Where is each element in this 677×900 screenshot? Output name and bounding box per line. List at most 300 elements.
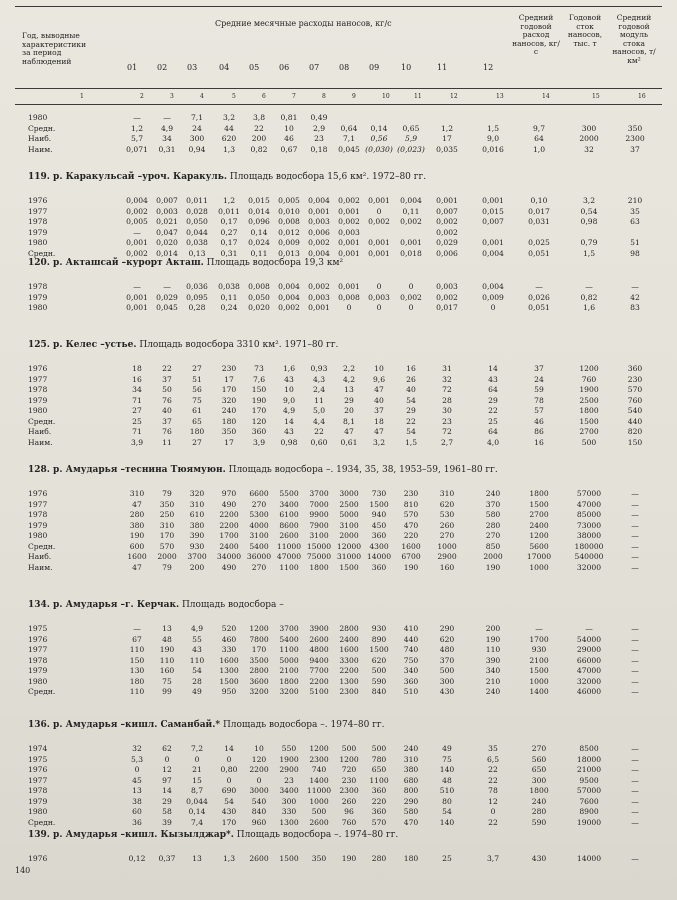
table-cell: 78 (488, 786, 498, 795)
table-cell: 0,001 (368, 196, 390, 205)
table-cell: 2200 (249, 765, 269, 774)
table-cell: 1,3 (222, 144, 236, 154)
table-cell: 4000 (249, 520, 269, 530)
table-cell: — (631, 687, 639, 696)
table-cell: 22 (162, 364, 172, 373)
table-cell: 37 (374, 406, 384, 415)
table-cell: 2400 (339, 634, 359, 644)
table-row (0, 396, 677, 406)
table-cell: 1,2 (440, 123, 454, 133)
row-label: 1974 (28, 744, 48, 753)
table-cell: 0,014 (156, 248, 178, 258)
table-cell: 360 (371, 562, 387, 572)
table-cell: 3,2 (372, 437, 386, 447)
table-cell: — (631, 854, 639, 863)
table-cell: 0,003 (308, 217, 330, 226)
table-cell: 560 (531, 754, 547, 764)
table-cell: 0,006 (436, 248, 458, 258)
table-cell: 18 (132, 364, 142, 373)
station-name: 134. р. Амударья –г. Керчак. (28, 600, 180, 610)
table-cell: 380 (403, 765, 419, 774)
table-cell: 180 (189, 427, 205, 436)
table-cell: 96 (344, 807, 354, 816)
table-cell: 230 (627, 374, 643, 384)
table-cell: 22 (488, 775, 498, 785)
table-cell: 49 (442, 744, 452, 753)
row-label: Средн. (28, 123, 56, 133)
table-cell: 61 (192, 406, 202, 415)
table-cell: 0,002 (308, 282, 330, 291)
table-cell: 73 (254, 364, 264, 373)
table-cell: 170 (159, 531, 175, 540)
column-number: 1 (80, 93, 84, 100)
table-cell: 0,008 (248, 282, 270, 291)
table-cell: 0 (376, 303, 382, 312)
table-cell: 1800 (279, 676, 299, 686)
table-cell: 54 (442, 807, 452, 816)
table-cell: 0,025 (528, 238, 550, 247)
row-label: 1978 (28, 385, 48, 394)
table-cell: 0,49 (310, 113, 328, 122)
table-row (0, 786, 677, 796)
table-cell: 19000 (576, 817, 602, 827)
table-cell: 280 (531, 807, 547, 816)
table-cell: 72 (442, 427, 452, 436)
table-row (0, 500, 677, 510)
table-cell: 0,001 (338, 238, 360, 247)
table-cell: 0,18 (310, 144, 328, 154)
table-cell: 2300 (339, 786, 359, 795)
table-cell: 0,82 (250, 144, 268, 154)
table-row (0, 624, 677, 634)
table-cell: 9400 (309, 655, 329, 665)
table-cell: 47 (132, 562, 142, 572)
table-cell: 190 (251, 395, 267, 405)
station-name: 136. р. Амударья –кишл. Саманбай.* (28, 720, 221, 730)
table-cell: 36000 (246, 552, 272, 561)
table-cell: 730 (371, 489, 387, 498)
table-cell: 970 (221, 489, 237, 498)
table-row (0, 807, 677, 817)
table-cell: 540 (251, 796, 267, 806)
table-cell: 0,31 (220, 248, 238, 258)
annual-runoff-header: Годовой сток наносов, тыс. т (567, 13, 603, 48)
table-cell: 260 (341, 796, 357, 806)
table-cell: 2600 (249, 854, 269, 863)
table-cell: 190 (341, 854, 357, 863)
table-cell: — (585, 282, 593, 291)
table-cell: 57000 (576, 786, 602, 795)
table-row (0, 375, 677, 385)
table-cell: 37 (162, 416, 172, 426)
table-cell: 25 (442, 854, 452, 863)
table-cell: 1500 (369, 499, 389, 509)
table-cell: 0,001 (338, 248, 360, 258)
table-cell: 260 (439, 520, 455, 530)
table-cell: 18000 (576, 754, 602, 764)
station-title (28, 172, 426, 182)
table-row (0, 249, 677, 259)
table-cell: 6,5 (486, 754, 500, 764)
row-label: Средн. (28, 248, 56, 258)
table-cell: 47000 (276, 552, 302, 561)
table-cell: 430 (439, 687, 455, 696)
table-cell: 10 (284, 385, 294, 394)
table-cell: 930 (189, 541, 205, 551)
table-cell: 0 (490, 807, 496, 816)
table-cell: 580 (403, 807, 419, 816)
table-cell: 5000 (339, 510, 359, 519)
table-cell: 71 (132, 395, 142, 405)
table-cell: — (631, 744, 639, 753)
table-cell: 720 (341, 765, 357, 774)
row-label: 1980 (28, 303, 48, 312)
table-row (0, 510, 677, 520)
table-cell: 44 (224, 123, 234, 133)
table-cell: 23 (314, 134, 324, 143)
table-cell: 150 (251, 385, 267, 394)
table-cell: 1000 (437, 541, 457, 551)
station-title (28, 465, 498, 475)
month-header: 10 (401, 63, 412, 72)
table-cell: 1700 (529, 634, 549, 644)
table-cell: 3000 (249, 786, 269, 795)
table-cell: 1100 (279, 645, 299, 654)
table-cell: 1800 (579, 406, 599, 415)
table-cell: 150 (627, 437, 643, 447)
table-cell: 330 (221, 645, 237, 654)
table-cell: 0,10 (530, 196, 548, 205)
table-cell: 500 (341, 744, 357, 753)
table-cell: 130 (129, 666, 145, 675)
table-row (0, 687, 677, 697)
table-cell: 190 (159, 645, 175, 654)
table-cell: 370 (485, 499, 501, 509)
table-cell: 15 (192, 775, 202, 785)
table-cell: 2,4 (312, 385, 326, 394)
table-cell: 2000 (579, 134, 599, 143)
table-cell: 72 (442, 385, 452, 394)
table-cell: 310 (403, 754, 419, 764)
station-name: 125. р. Келес –устье. (28, 340, 137, 350)
table-cell: 7800 (249, 634, 269, 644)
table-cell: 0,015 (248, 196, 270, 205)
table-cell: 13 (162, 624, 172, 633)
table-cell: 34000 (216, 552, 242, 561)
table-cell: 0,028 (186, 206, 208, 216)
table-cell: 45 (132, 775, 142, 785)
table-cell: 1100 (279, 562, 299, 572)
table-cell: 2600 (309, 817, 329, 827)
table-cell: 0,27 (220, 227, 238, 237)
table-cell: 1300 (279, 817, 299, 827)
table-cell: 590 (371, 676, 387, 686)
table-cell: 0,021 (156, 217, 178, 226)
table-cell: 240 (221, 406, 237, 415)
table-cell: 540000 (574, 552, 604, 561)
table-cell: 1400 (529, 687, 549, 696)
table-cell: 6100 (279, 510, 299, 519)
table-cell: 0,004 (308, 248, 330, 258)
table-cell: 1000 (309, 796, 329, 806)
table-cell: 360 (371, 807, 387, 816)
table-cell: 31 (442, 364, 452, 373)
table-row (0, 427, 677, 437)
table-cell: 0,029 (436, 238, 458, 247)
table-cell: 350 (159, 499, 175, 509)
row-label: 1980 (28, 807, 48, 816)
table-cell: 14000 (576, 854, 602, 863)
table-row (0, 635, 677, 645)
table-cell: 0,001 (400, 238, 422, 247)
table-cell: 0,56 (370, 134, 388, 143)
column-number: 9 (352, 93, 356, 100)
table-cell: 350 (311, 854, 327, 863)
table-cell: — (631, 499, 639, 509)
table-cell: 0,016 (482, 144, 504, 154)
month-header: 03 (187, 63, 198, 72)
row-label: 1978 (28, 655, 48, 665)
row-label: 1976 (28, 634, 48, 644)
table-cell: 3300 (339, 655, 359, 665)
table-cell: 2700 (529, 510, 549, 519)
annual-mean-header: Средний годовой расход наносов, кг/с (512, 13, 560, 56)
row-label: 1976 (28, 489, 48, 498)
table-row (0, 563, 677, 573)
table-row (0, 854, 677, 864)
table-cell: 0,17 (220, 238, 238, 247)
table-cell: 250 (159, 510, 175, 519)
table-cell: 22 (254, 123, 264, 133)
table-cell: 66000 (576, 655, 602, 665)
table-cell: 42 (630, 292, 640, 302)
table-cell: 22 (488, 406, 498, 415)
table-cell: 4,9 (190, 624, 204, 633)
table-cell: 14 (488, 364, 498, 373)
table-cell: 3100 (309, 531, 329, 540)
table-cell: 1600 (401, 541, 421, 551)
table-cell: 1800 (529, 786, 549, 795)
station-details: Площадь водосбора –. 1974–80 гг. (233, 830, 399, 840)
table-cell: 0 (134, 765, 140, 774)
table-cell: 0,28 (188, 303, 206, 312)
table-row (0, 531, 677, 541)
table-cell: 2200 (219, 520, 239, 530)
table-cell: 1500 (529, 499, 549, 509)
station-name: 120. р. Акташсай –курорт Акташ. (28, 258, 204, 268)
table-cell: 29000 (576, 645, 602, 654)
table-cell: 25 (132, 416, 142, 426)
table-cell: 290 (439, 624, 455, 633)
table-row (0, 765, 677, 775)
table-cell: 530 (439, 510, 455, 519)
table-cell: 0,095 (186, 292, 208, 302)
table-cell: 0,80 (220, 765, 238, 774)
table-cell: — (631, 666, 639, 675)
table-cell: 0,036 (186, 282, 208, 291)
table-row (0, 406, 677, 416)
row-label: 1976 (28, 765, 48, 774)
table-cell: 1300 (219, 666, 239, 675)
table-cell: 0,002 (400, 292, 422, 302)
table-cell: 600 (129, 541, 145, 551)
table-cell: 24 (534, 374, 544, 384)
table-cell: 850 (485, 541, 501, 551)
row-label: 1975 (28, 754, 48, 764)
table-cell: 2000 (483, 552, 503, 561)
table-cell: 58 (162, 807, 172, 816)
table-cell: 64 (488, 427, 498, 436)
table-cell: — (631, 489, 639, 498)
table-cell: 0,044 (186, 227, 208, 237)
table-cell: 75000 (306, 552, 332, 561)
row-label: 1978 (28, 282, 48, 291)
table-cell: 37 (534, 364, 544, 373)
table-cell: 2600 (309, 634, 329, 644)
table-cell: 0,002 (338, 196, 360, 205)
table-cell: 270 (251, 562, 267, 572)
table-cell: 940 (371, 510, 387, 519)
table-cell: — (631, 786, 639, 795)
table-cell: 840 (371, 687, 387, 696)
table-cell: 540 (627, 406, 643, 415)
table-cell: 8500 (579, 744, 599, 753)
table-cell: 32000 (576, 562, 602, 572)
table-cell: 10 (254, 744, 264, 753)
table-cell: 49 (192, 687, 202, 696)
row-label: Наиб. (28, 427, 52, 436)
table-cell: 290 (403, 796, 419, 806)
row-label: 1976 (28, 196, 48, 205)
table-row (0, 552, 677, 562)
table-cell: 3000 (339, 489, 359, 498)
table-cell: 59 (534, 385, 544, 394)
table-cell: 3,2 (582, 196, 596, 205)
month-header: 12 (483, 63, 494, 72)
table-cell: 930 (371, 624, 387, 633)
table-cell: 650 (371, 765, 387, 774)
table-cell: — (631, 775, 639, 785)
table-cell: 1,6 (282, 364, 296, 373)
table-cell: 650 (531, 765, 547, 774)
table-cell: 580 (485, 510, 501, 519)
table-cell: 35 (630, 206, 640, 216)
table-cell: 0 (226, 775, 232, 785)
table-cell: 54 (192, 666, 202, 675)
table-cell: 37 (630, 144, 640, 154)
table-cell: 190 (129, 531, 145, 540)
table-cell: 0,050 (186, 217, 208, 226)
table-cell: 56 (192, 385, 202, 394)
table-cell: 1,2 (222, 196, 236, 205)
table-cell: 760 (627, 395, 643, 405)
table-cell: 1600 (219, 655, 239, 665)
table-cell: 110 (129, 687, 145, 696)
table-cell: 6600 (249, 489, 269, 498)
table-row (0, 542, 677, 552)
table-cell: — (631, 676, 639, 686)
table-cell: 0,035 (436, 144, 458, 154)
table-cell: 47000 (576, 499, 602, 509)
table-cell: 21000 (576, 765, 602, 774)
table-cell: 170 (221, 817, 237, 827)
table-cell: 0,031 (528, 217, 550, 226)
month-header: 01 (127, 63, 138, 72)
table-cell: — (631, 817, 639, 827)
table-cell: 570 (627, 385, 643, 394)
table-cell: 3100 (339, 520, 359, 530)
table-row (0, 417, 677, 427)
table-cell: 26 (406, 374, 416, 384)
table-cell: 240 (403, 744, 419, 753)
table-cell: 450 (371, 520, 387, 530)
station-details: Площадь водосбора 3310 км². 1971–80 гг. (136, 340, 339, 350)
table-cell: 1900 (279, 754, 299, 764)
page-number: 140 (15, 866, 31, 875)
table-cell: 140 (439, 765, 455, 774)
station-name: 119. р. Каракульсай –уроч. Каракуль. (28, 172, 227, 182)
table-cell: 28 (442, 395, 452, 405)
table-cell: 1,5 (486, 123, 500, 133)
table-cell: 9,0 (282, 395, 296, 405)
table-cell: 310 (159, 520, 175, 530)
table-cell: 54 (406, 427, 416, 436)
table-cell: 360 (403, 676, 419, 686)
table-cell: 0 (346, 303, 352, 312)
table-cell: 2,7 (440, 437, 454, 447)
table-cell: 0,003 (338, 227, 360, 237)
month-header: 11 (437, 63, 448, 72)
table-cell: 500 (371, 666, 387, 675)
table-cell: 16 (534, 437, 544, 447)
table-cell: 1500 (579, 416, 599, 426)
table-cell: 0,14 (370, 123, 388, 133)
table-cell: 180000 (574, 541, 604, 551)
row-label: 1979 (28, 227, 48, 237)
table-cell: 200 (485, 624, 501, 633)
table-cell: 47000 (576, 666, 602, 675)
column-number: 10 (382, 93, 390, 100)
table-cell: 2800 (249, 666, 269, 675)
table-cell: 9,0 (486, 134, 500, 143)
row-label: 1976 (28, 364, 48, 373)
table-cell: 200 (251, 134, 267, 143)
station-details: Площадь водосбора – (179, 600, 284, 610)
column-number: 4 (200, 93, 204, 100)
table-cell: 160 (159, 666, 175, 675)
table-cell: 210 (485, 676, 501, 686)
table-cell: 240 (485, 489, 501, 498)
table-cell: 1300 (339, 676, 359, 686)
table-cell: 0,002 (278, 303, 300, 312)
table-row (0, 196, 677, 206)
station-details: Площадь водосбора –. 1934, 35, 38, 1953–59, 1961–80 гг. (225, 465, 498, 475)
table-cell: 3200 (249, 687, 269, 696)
table-cell: 0,001 (368, 248, 390, 258)
table-cell: 31000 (336, 552, 362, 561)
table-cell: 1200 (309, 744, 329, 753)
table-cell: — (631, 634, 639, 644)
table-cell: 83 (630, 303, 640, 312)
table-cell: 3500 (249, 655, 269, 665)
table-cell: 1000 (529, 562, 549, 572)
table-cell: 0,002 (126, 206, 148, 216)
row-label: 1975 (28, 624, 48, 633)
table-cell: 0,020 (248, 303, 270, 312)
table-cell: 590 (531, 817, 547, 827)
table-cell: 0,007 (482, 217, 504, 226)
table-cell: 0,015 (482, 206, 504, 216)
